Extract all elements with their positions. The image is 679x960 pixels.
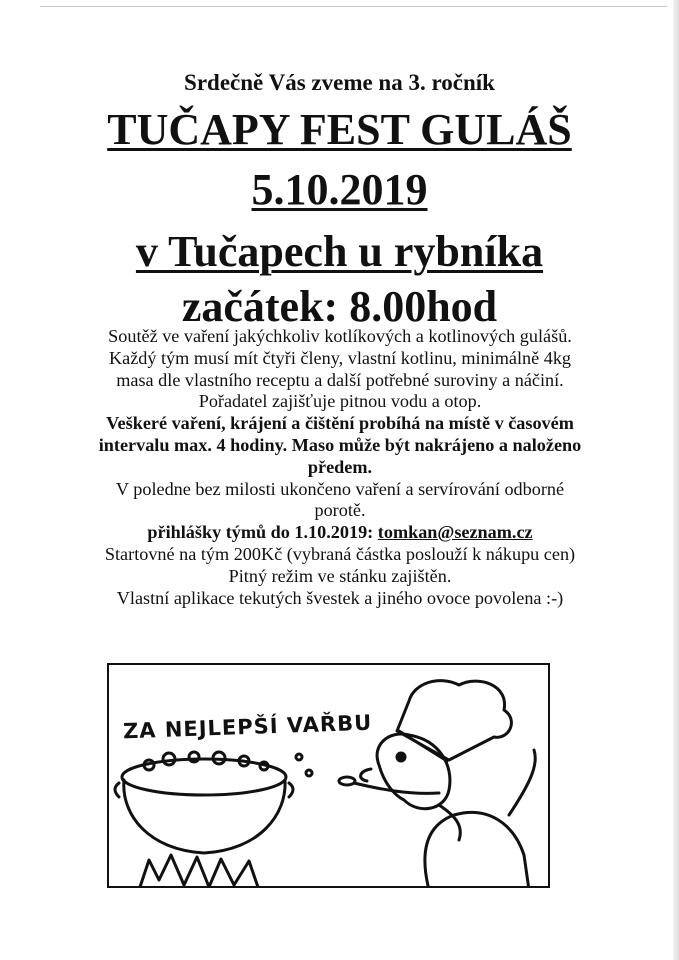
- fee-line: Startovné na tým 200Kč (vybraná částka poslouží k nákupu cen): [104, 543, 576, 564]
- event-details: [40, 326, 640, 609]
- noon-line: V poledne bez milosti ukončeno vaření a servírování odborné: [115, 478, 565, 499]
- registration-label: přihlášky týmů do 1.10.2019:: [147, 522, 374, 543]
- registration-line: [40, 522, 640, 544]
- registration-email-link[interactable]: tomkan@seznam.cz: [377, 522, 533, 543]
- bold-rule-line: intervalu max. 4 hodiny. Maso může být nakrájeno a naloženo: [98, 434, 582, 455]
- intro-line: Srdečně Vás zveme na 3. ročník: [184, 70, 495, 95]
- rule-line: Pořadatel zajišťuje pitnou vodu a otop.: [198, 391, 482, 412]
- illustration-caption: ZA NEJLEPŠÍ VAŘBU: [122, 710, 373, 744]
- event-place: v Tučapech u rybníka: [135, 227, 544, 276]
- fruit-line: Vlastní aplikace tekutých švestek a jiného ovoce povolena :-): [116, 587, 564, 608]
- cook-illustration: [107, 663, 550, 888]
- rule-line: masa dle vlastního receptu a další potřebné suroviny a náčiní.: [116, 369, 564, 390]
- bold-rule-line: Veškeré vaření, krájení a čištění probíhá na místě v časovém: [106, 413, 574, 434]
- scan-line: [40, 6, 667, 7]
- event-date: 5.10.2019: [251, 165, 428, 214]
- bold-rule-line: předem.: [307, 456, 373, 477]
- rule-line: Každý tým musí mít čtyři členy, vlastní kotlinu, minimálně 4kg: [108, 347, 572, 368]
- rule-line: Soutěž ve vaření jakýchkoliv kotlíkových a kotlinových gulášů.: [108, 326, 572, 346]
- event-title: TUČAPY FEST GULÁŠ: [107, 105, 572, 154]
- event-start-time: začátek: 8.00hod: [181, 282, 498, 331]
- drinks-line: Pitný režim ve stánku zajištěn.: [228, 565, 452, 586]
- noon-line: porotě.: [314, 500, 366, 521]
- cook-drawing: [109, 665, 550, 888]
